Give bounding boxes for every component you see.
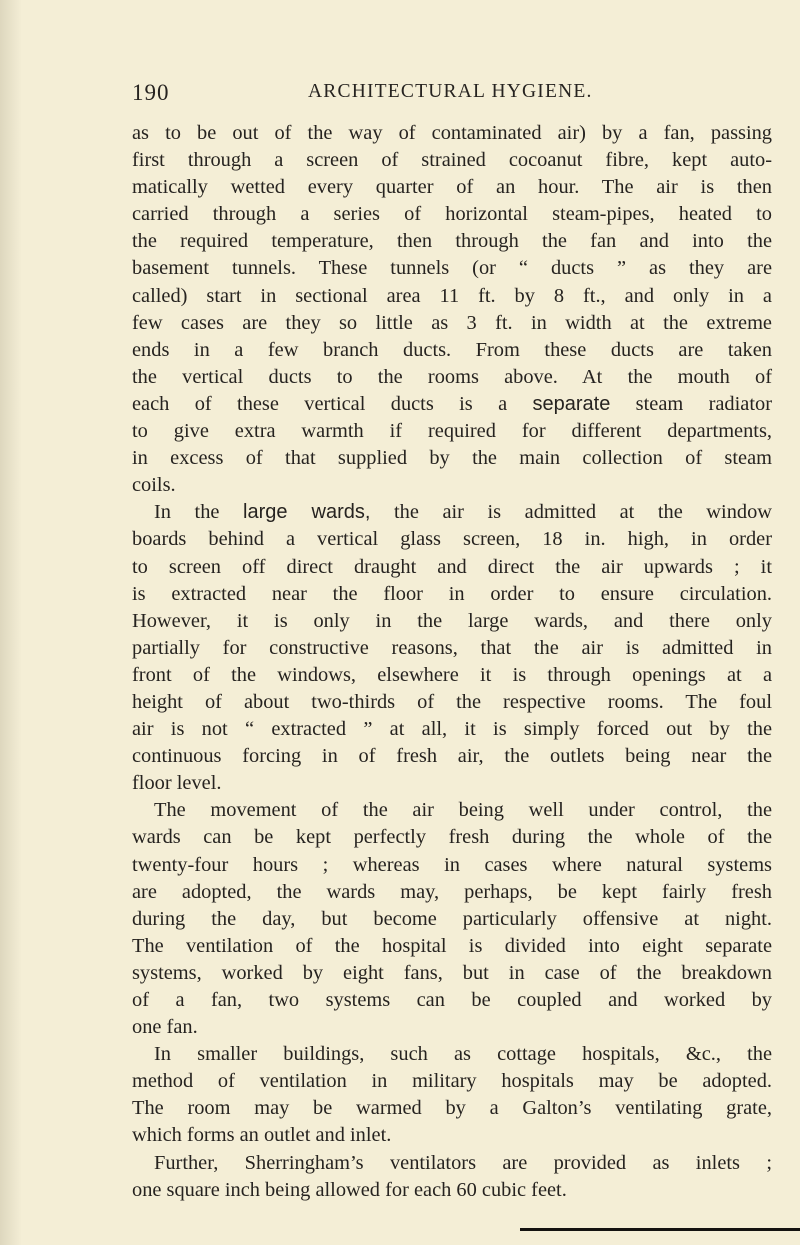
running-title: ARCHITECTURAL HYGIENE. — [308, 81, 593, 102]
text-line: during the day, but become particularly offensive at night. — [132, 907, 772, 930]
text-line: the vertical ducts to the rooms above. At the mouth of — [132, 365, 772, 388]
text-line: continuous forcing in of fresh air, the outlets being near the — [132, 745, 772, 768]
text-line: The movement of the air being well under control, the — [154, 799, 772, 822]
text-line: of a fan, two systems can be coupled and worked by — [132, 989, 772, 1011]
page-number: 190 — [132, 80, 170, 105]
text-line: partially for constructive reasons, that the air is admitted in — [132, 636, 772, 659]
text-line: method of ventilation in military hospitals may be adopted. — [132, 1070, 772, 1093]
body-text — [132, 120, 772, 1204]
text-line: air is not “ extracted ” at all, it is simply forced out by the — [132, 718, 772, 741]
emphasized-term: separate — [532, 392, 611, 415]
text-line: The room may be warmed by a Galton’s ventilating grate, — [132, 1097, 772, 1120]
text-line: coils. — [132, 474, 176, 497]
text-line: as to be out of the way of contaminated air) by a fan, passing — [132, 122, 772, 144]
text-line — [132, 391, 772, 418]
text-line: ends in a few branch ducts. From these ducts are taken — [132, 338, 772, 361]
text-line: one fan. — [132, 1016, 198, 1039]
text-line: floor level. — [132, 772, 222, 795]
emphasized-term: large wards, — [243, 501, 371, 524]
text-line: the required temperature, then through the fan and into the — [132, 230, 772, 253]
page-gutter-shadow — [0, 0, 22, 1245]
text-line: systems, worked by eight fans, but in case of the breakdown — [132, 961, 772, 984]
running-head — [132, 80, 772, 110]
text-segment: the air is admitted at the window — [370, 501, 773, 524]
text-line: are adopted, the wards may, perhaps, be kept fairly fresh — [132, 880, 772, 903]
text-line — [132, 499, 772, 526]
text-line: few cases are they so little as 3 ft. in width at the extreme — [132, 311, 772, 334]
text-line: In smaller buildings, such as cottage hospitals, &c., the — [154, 1043, 772, 1066]
text-line: wards can be kept perfectly fresh during the whole of the — [132, 826, 772, 849]
text-line: which forms an outlet and inlet. — [132, 1124, 392, 1147]
text-line: Further, Sherringham’s ventilators are provided as inlets ; — [154, 1151, 772, 1174]
text-segment: each of these vertical ducts is a — [132, 392, 533, 415]
text-segment: steam radiator — [610, 392, 772, 415]
text-line: twenty-four hours ; whereas in cases where natural systems — [132, 853, 772, 876]
text-line: front of the windows, elsewhere it is through openings at a — [132, 663, 772, 686]
text-line: boards behind a vertical glass screen, 18 in. high, in order — [132, 528, 772, 551]
text-line: However, it is only in the large wards, and there only — [132, 609, 772, 632]
text-segment: In the — [154, 501, 244, 524]
text-line: is extracted near the floor in order to ensure circulation. — [132, 582, 772, 605]
text-line: matically wetted every quarter of an hour. The air is then — [132, 176, 772, 199]
text-line: in excess of that supplied by the main collection of steam — [132, 447, 772, 470]
text-line: first through a screen of strained cocoanut fibre, kept auto- — [132, 149, 772, 172]
text-line: one square inch being allowed for each 60 cubic feet. — [132, 1178, 567, 1201]
text-line: The ventilation of the hospital is divided into eight separate — [132, 934, 772, 957]
text-line: called) start in sectional area 11 ft. by 8 ft., and only in a — [132, 284, 772, 307]
text-line: to give extra warmth if required for different departments, — [132, 420, 772, 443]
scan-edge-rule — [520, 1228, 800, 1231]
text-line: basement tunnels. These tunnels (or “ ducts ” as they are — [132, 257, 772, 280]
text-line: to screen off direct draught and direct the air upwards ; it — [132, 555, 772, 578]
text-line: height of about two-thirds of the respective rooms. The foul — [132, 690, 772, 713]
text-line: carried through a series of horizontal steam-pipes, heated to — [132, 203, 772, 226]
